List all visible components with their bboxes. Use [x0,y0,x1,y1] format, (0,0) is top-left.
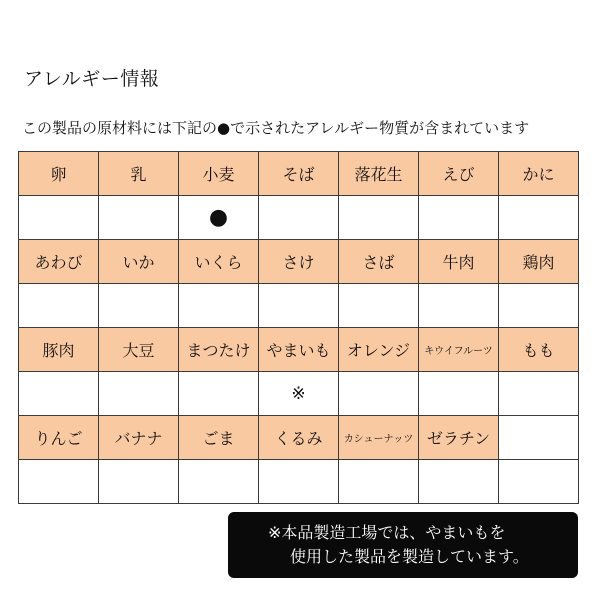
allergen-mark-cell [179,196,259,240]
allergen-mark-row [19,284,579,328]
allergen-mark-cell [99,460,179,504]
allergen-mark-cell [19,460,99,504]
allergen-name-cell: かに [499,152,579,196]
allergen-name-cell: ごま [179,416,259,460]
allergen-mark-cell [259,372,339,416]
allergen-mark-cell [499,460,579,504]
allergen-name-cell [499,416,579,460]
allergen-name-cell: やまいも [259,328,339,372]
allergen-name-cell: 落花生 [339,152,419,196]
allergen-mark-cell [179,284,259,328]
allergen-name-cell: いか [99,240,179,284]
allergen-name-cell: 乳 [99,152,179,196]
allergen-mark-cell [339,372,419,416]
allergen-name-cell: まつたけ [179,328,259,372]
allergen-name-cell: さけ [259,240,339,284]
allergen-mark-cell [499,284,579,328]
allergen-name-cell: あわび [19,240,99,284]
allergen-mark-cell [99,284,179,328]
allergen-name-cell: 卵 [19,152,99,196]
allergen-name-cell: くるみ [259,416,339,460]
page-title: アレルギー情報 [24,68,160,90]
allergen-mark-cell [259,460,339,504]
allergen-name-cell: そば [259,152,339,196]
allergen-name-cell: 牛肉 [419,240,499,284]
allergen-mark-cell [419,460,499,504]
allergen-name-cell: さば [339,240,419,284]
allergen-mark-cell [499,372,579,416]
allergen-mark-row [19,196,579,240]
allergen-name-cell: カシューナッツ [339,416,419,460]
allergen-mark-row [19,372,579,416]
allergen-mark-cell [339,196,419,240]
allergen-name-cell: 小麦 [179,152,259,196]
allergen-mark-cell [99,372,179,416]
allergen-name-cell: 大豆 [99,328,179,372]
shared-facility-mark: ※ [291,383,306,404]
allergen-mark-cell [419,284,499,328]
allergen-name-cell: いくら [179,240,259,284]
allergen-mark-cell [19,372,99,416]
notice-box [228,512,578,578]
allergy-table [18,151,579,504]
allergen-mark-cell [339,284,419,328]
allergen-row [19,240,579,284]
allergen-row [19,416,579,460]
allergen-name-cell: オレンジ [339,328,419,372]
allergen-name-cell: もも [499,328,579,372]
allergen-mark-cell [499,196,579,240]
notice-line-2: 使用した製品を製造しています。 [290,547,529,566]
allergen-name-cell: 鶏肉 [499,240,579,284]
allergen-mark-cell [179,460,259,504]
allergen-row [19,328,579,372]
allergen-name-cell: ゼラチン [419,416,499,460]
allergen-name-cell: えび [419,152,499,196]
allergen-mark-cell [99,196,179,240]
allergen-name-cell: りんご [19,416,99,460]
allergen-mark-cell [259,196,339,240]
allergen-mark-cell [179,372,259,416]
allergen-mark-cell [419,196,499,240]
allergen-mark-row [19,460,579,504]
allergen-name-cell: 豚肉 [19,328,99,372]
contains-mark: ● [208,204,229,230]
allergen-name-cell: キウイフルーツ [419,328,499,372]
allergy-description: この製品の原材料には下記の●で示されたアレルギー物質が含まれています [22,119,530,137]
allergen-name-cell: バナナ [99,416,179,460]
allergen-mark-cell [419,372,499,416]
allergen-mark-cell [259,284,339,328]
notice-line-1: ※本品製造工場では、やまいもを [268,523,506,542]
allergen-row [19,152,579,196]
allergen-mark-cell [19,196,99,240]
allergen-mark-cell [19,284,99,328]
allergen-mark-cell [339,460,419,504]
